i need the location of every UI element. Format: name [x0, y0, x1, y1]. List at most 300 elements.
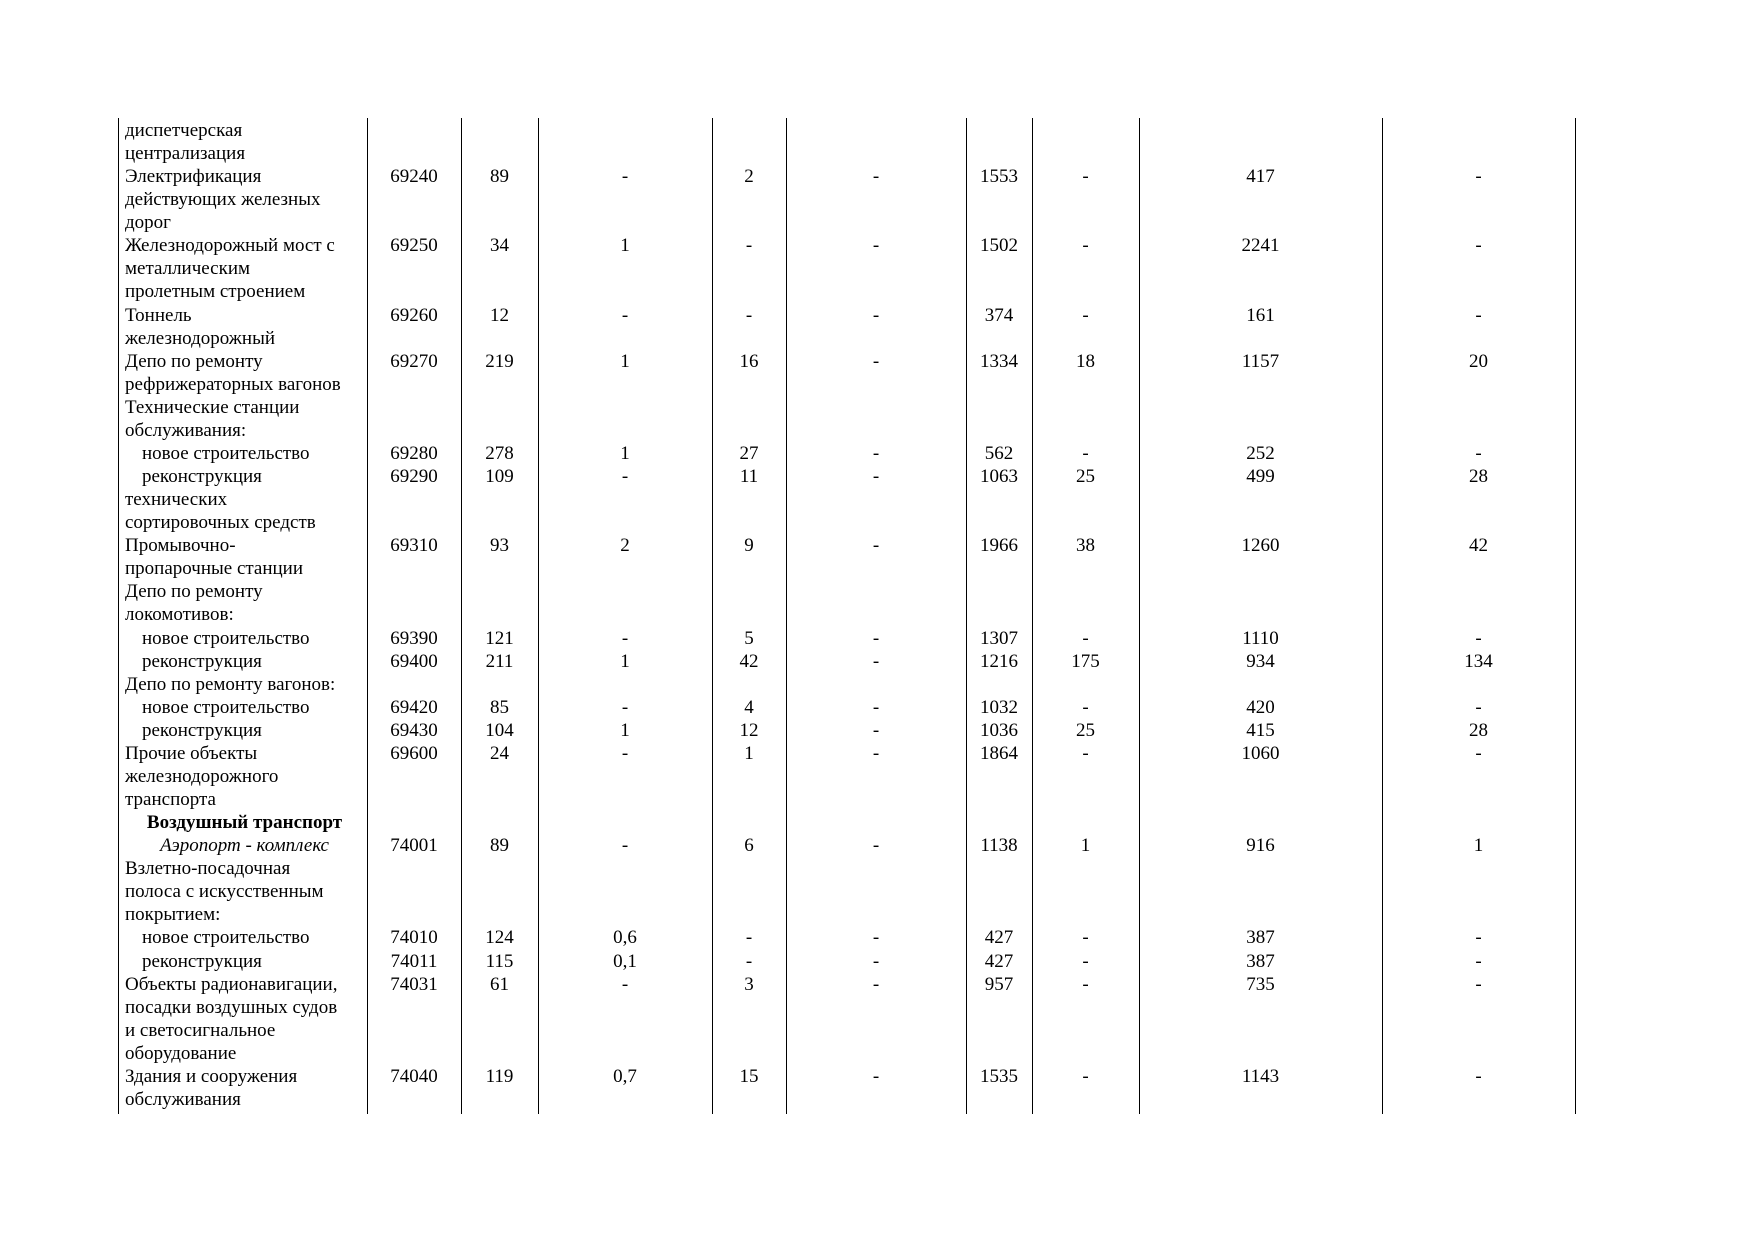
count-value [461, 1088, 538, 1111]
object-name-cell: Прочие объекты [125, 742, 258, 764]
col6-value: 427 [984, 927, 1014, 949]
col5-value: - [872, 350, 880, 372]
object-name-cell: Тоннель [125, 304, 192, 326]
count-value [461, 788, 538, 811]
object-name-cell: покрытием: [125, 904, 221, 926]
object-name-cell: технических [125, 489, 228, 511]
col7-value: 25 [1076, 719, 1095, 741]
col9-value: - [1475, 1065, 1482, 1087]
col5-value: - [872, 973, 880, 995]
object-name-cell: Промывочно- [125, 535, 236, 557]
col3-value [538, 603, 712, 626]
table-row [0, 511, 1755, 534]
col7-value [1032, 880, 1139, 903]
col3-value [538, 488, 712, 511]
table-row [0, 1065, 1755, 1088]
code-cell: 69240 [390, 166, 438, 188]
col4-value: 6 [744, 835, 754, 857]
table-row [0, 119, 1755, 142]
col4-value: 42 [739, 650, 759, 672]
col9-value [1382, 765, 1575, 788]
col3-value: 0,7 [613, 1065, 637, 1087]
table-row [0, 373, 1755, 396]
object-name-cell: металлическим [125, 258, 251, 280]
count-value [461, 211, 538, 234]
col3-value: - [621, 304, 629, 326]
code-cell [367, 373, 461, 396]
col3-value: - [621, 835, 629, 857]
col7-value: - [1082, 442, 1089, 464]
col4-value [712, 1019, 786, 1042]
col3-value [538, 857, 712, 880]
col3-value: 2 [620, 535, 630, 557]
code-cell [367, 188, 461, 211]
col3-value [538, 142, 712, 165]
col6-value: 1032 [980, 696, 1018, 718]
code-cell [367, 419, 461, 442]
object-name-cell: новое строительство [142, 696, 310, 718]
count-value: 119 [485, 1065, 514, 1087]
col6-value [966, 903, 1032, 926]
code-cell [367, 511, 461, 534]
table-row [0, 1042, 1755, 1065]
table-row [0, 165, 1755, 188]
col6-value: 1036 [980, 719, 1018, 741]
col6-value [966, 1042, 1032, 1065]
code-cell [367, 673, 461, 696]
col5-value [786, 327, 966, 350]
col4-value: - [745, 950, 753, 972]
col4-value: - [745, 235, 753, 257]
col8-value [1139, 880, 1382, 903]
col3-value: - [621, 627, 629, 649]
col8-value [1139, 603, 1382, 626]
object-name-cell: транспорта [125, 789, 216, 811]
col9-value [1382, 119, 1575, 142]
table-row [0, 627, 1755, 650]
col6-value [966, 419, 1032, 442]
col6-value [966, 488, 1032, 511]
col3-value [538, 1042, 712, 1065]
col3-value [538, 188, 712, 211]
code-cell [367, 557, 461, 580]
table-row [0, 534, 1755, 557]
count-value [461, 673, 538, 696]
count-value: 93 [490, 535, 509, 557]
col9-value: - [1475, 927, 1482, 949]
code-cell [367, 257, 461, 280]
col5-value: - [872, 166, 880, 188]
col3-value: 1 [620, 719, 630, 741]
count-value [461, 396, 538, 419]
code-cell [367, 903, 461, 926]
col7-value [1032, 765, 1139, 788]
col6-value: 1553 [980, 166, 1018, 188]
col8-value [1139, 996, 1382, 1019]
count-value [461, 603, 538, 626]
col5-value [786, 811, 966, 834]
col6-value [966, 188, 1032, 211]
col8-value [1139, 488, 1382, 511]
table-row [0, 419, 1755, 442]
count-value [461, 419, 538, 442]
col8-value: 916 [1246, 835, 1275, 857]
count-value [461, 1042, 538, 1065]
col9-value [1382, 880, 1575, 903]
count-value: 89 [490, 166, 509, 188]
col7-value [1032, 811, 1139, 834]
col4-value [712, 788, 786, 811]
col9-value: - [1475, 442, 1482, 464]
col7-value [1032, 673, 1139, 696]
col8-value [1139, 373, 1382, 396]
col6-value [966, 211, 1032, 234]
col3-value: 0,6 [613, 927, 637, 949]
col8-value [1139, 511, 1382, 534]
col7-value [1032, 257, 1139, 280]
col9-value [1382, 557, 1575, 580]
col7-value [1032, 1042, 1139, 1065]
col8-value [1139, 211, 1382, 234]
col8-value [1139, 811, 1382, 834]
col5-value: - [872, 696, 880, 718]
col7-value [1032, 788, 1139, 811]
code-cell: 69430 [390, 719, 438, 741]
code-cell: 74011 [390, 950, 438, 972]
col6-value [966, 857, 1032, 880]
col8-value: 1143 [1241, 1065, 1280, 1087]
col9-value [1382, 419, 1575, 442]
col7-value [1032, 119, 1139, 142]
col8-value: 1060 [1241, 742, 1280, 764]
col9-value: - [1475, 950, 1482, 972]
col7-value: - [1082, 742, 1089, 764]
col9-value [1382, 673, 1575, 696]
col8-value: 1260 [1241, 535, 1280, 557]
col8-value [1139, 1042, 1382, 1065]
col8-value: 415 [1246, 719, 1275, 741]
col4-value [712, 511, 786, 534]
col3-value [538, 211, 712, 234]
object-name-cell: Железнодорожный мост с [125, 235, 335, 257]
col8-value [1139, 857, 1382, 880]
col8-value [1139, 788, 1382, 811]
col5-value [786, 373, 966, 396]
col4-value: 1 [744, 742, 754, 764]
table-row [0, 973, 1755, 996]
table-row [0, 673, 1755, 696]
col7-value [1032, 142, 1139, 165]
col6-value: 1138 [980, 835, 1018, 857]
code-cell [367, 142, 461, 165]
col5-value: - [872, 235, 880, 257]
col7-value: 38 [1076, 535, 1095, 557]
col7-value [1032, 1088, 1139, 1111]
table-row [0, 350, 1755, 373]
col9-value: - [1475, 627, 1482, 649]
col7-value [1032, 396, 1139, 419]
object-name-cell: обслуживания [125, 1088, 241, 1110]
col8-value [1139, 765, 1382, 788]
count-value [461, 142, 538, 165]
col3-value [538, 511, 712, 534]
table-row [0, 442, 1755, 465]
col4-value: 9 [744, 535, 754, 557]
col7-value [1032, 488, 1139, 511]
col6-value: 374 [984, 304, 1014, 326]
col6-value: 1966 [980, 535, 1018, 557]
code-cell: 69600 [390, 742, 438, 764]
count-value [461, 488, 538, 511]
col7-value: - [1082, 304, 1089, 326]
col8-value: 934 [1246, 650, 1275, 672]
col5-value: - [872, 466, 880, 488]
count-value: 211 [485, 650, 514, 672]
col9-value [1382, 603, 1575, 626]
col6-value: 1063 [980, 466, 1018, 488]
count-value [461, 811, 538, 834]
table-row [0, 327, 1755, 350]
col5-value [786, 1019, 966, 1042]
col7-value: - [1082, 696, 1089, 718]
code-cell [367, 996, 461, 1019]
code-cell [367, 1088, 461, 1111]
col4-value [712, 373, 786, 396]
count-value: 104 [485, 719, 514, 741]
col7-value: - [1082, 235, 1089, 257]
object-name-cell: оборудование [125, 1042, 237, 1064]
col3-value: - [621, 166, 629, 188]
code-cell [367, 788, 461, 811]
col8-value [1139, 1088, 1382, 1111]
count-value [461, 188, 538, 211]
col8-value [1139, 903, 1382, 926]
object-name-cell: новое строительство [142, 927, 310, 949]
col6-value [966, 765, 1032, 788]
count-value: 89 [490, 835, 509, 857]
code-cell [367, 811, 461, 834]
col9-value: - [1475, 235, 1482, 257]
col6-value: 1216 [980, 650, 1018, 672]
table-row [0, 880, 1755, 903]
col9-value [1382, 788, 1575, 811]
code-cell: 69390 [390, 627, 438, 649]
col9-value [1382, 373, 1575, 396]
col8-value [1139, 673, 1382, 696]
object-name-cell: Взлетно-посадочная [125, 858, 291, 880]
table-row [0, 304, 1755, 327]
object-name-cell: новое строительство [142, 627, 310, 649]
table-row [0, 1019, 1755, 1042]
col7-value: - [1082, 627, 1089, 649]
table-row [0, 696, 1755, 719]
object-name-cell: действующих железных [125, 189, 321, 211]
count-value: 219 [485, 350, 514, 372]
col6-value [966, 1019, 1032, 1042]
table-row [0, 650, 1755, 673]
col8-value: 387 [1246, 950, 1275, 972]
col9-value: 28 [1469, 466, 1488, 488]
col6-value: 1307 [980, 627, 1018, 649]
col9-value [1382, 857, 1575, 880]
col9-value [1382, 996, 1575, 1019]
col4-value: 2 [744, 166, 754, 188]
col5-value [786, 880, 966, 903]
col5-value [786, 188, 966, 211]
count-value [461, 996, 538, 1019]
code-cell: 69420 [390, 696, 438, 718]
count-value: 278 [485, 442, 514, 464]
code-cell [367, 857, 461, 880]
object-name-cell: Электрификация [125, 166, 262, 188]
object-name-cell: реконструкция [142, 650, 262, 672]
code-cell [367, 580, 461, 603]
col8-value: 1110 [1242, 627, 1279, 649]
col7-value [1032, 211, 1139, 234]
object-name-cell: Технические станции [125, 396, 300, 418]
object-name-cell: обслуживания: [125, 419, 247, 441]
col5-value: - [872, 650, 880, 672]
code-cell: 74001 [390, 835, 438, 857]
col3-value: 1 [620, 442, 630, 464]
col6-value [966, 880, 1032, 903]
col7-value: - [1082, 166, 1089, 188]
col8-value: 417 [1246, 166, 1275, 188]
col8-value: 252 [1246, 442, 1275, 464]
col7-value [1032, 903, 1139, 926]
object-name-cell: сортировочных средств [125, 512, 316, 534]
col3-value [538, 580, 712, 603]
col9-value [1382, 1088, 1575, 1111]
table-row [0, 996, 1755, 1019]
col3-value [538, 280, 712, 303]
col8-value [1139, 119, 1382, 142]
count-value [461, 373, 538, 396]
col4-value [712, 327, 786, 350]
table-row [0, 857, 1755, 880]
col8-value [1139, 396, 1382, 419]
col5-value [786, 142, 966, 165]
col5-value: - [872, 950, 880, 972]
col9-value [1382, 188, 1575, 211]
col3-value: 1 [620, 350, 630, 372]
col4-value [712, 488, 786, 511]
col5-value [786, 580, 966, 603]
col6-value [966, 580, 1032, 603]
col9-value: - [1475, 166, 1482, 188]
table-row [0, 188, 1755, 211]
col6-value [966, 257, 1032, 280]
col8-value [1139, 142, 1382, 165]
col8-value [1139, 580, 1382, 603]
col8-value [1139, 280, 1382, 303]
col8-value: 1157 [1241, 350, 1280, 372]
table-row [0, 211, 1755, 234]
col7-value [1032, 603, 1139, 626]
col6-value: 562 [984, 442, 1014, 464]
col9-value [1382, 396, 1575, 419]
col9-value [1382, 1019, 1575, 1042]
object-name-cell: реконструкция [142, 466, 262, 488]
col3-value [538, 765, 712, 788]
code-cell [367, 1019, 461, 1042]
col3-value [538, 327, 712, 350]
count-value: 124 [485, 927, 514, 949]
col3-value [538, 673, 712, 696]
col4-value [712, 211, 786, 234]
col6-value [966, 788, 1032, 811]
col6-value [966, 142, 1032, 165]
count-value: 12 [490, 304, 509, 326]
col9-value: - [1475, 696, 1482, 718]
col7-value [1032, 373, 1139, 396]
count-value: 109 [485, 466, 514, 488]
col3-value: 0,1 [613, 950, 637, 972]
col9-value [1382, 811, 1575, 834]
col5-value [786, 1088, 966, 1111]
table-row [0, 142, 1755, 165]
col3-value [538, 1088, 712, 1111]
table-row [0, 280, 1755, 303]
code-cell: 74040 [390, 1065, 438, 1087]
col5-value: - [872, 927, 880, 949]
col9-value [1382, 142, 1575, 165]
col4-value [712, 188, 786, 211]
col3-value: - [621, 742, 629, 764]
col7-value: - [1082, 973, 1089, 995]
count-value: 85 [490, 696, 509, 718]
table-row [0, 950, 1755, 973]
col6-value [966, 511, 1032, 534]
col8-value [1139, 257, 1382, 280]
code-cell [367, 765, 461, 788]
count-value [461, 580, 538, 603]
col4-value [712, 903, 786, 926]
col5-value [786, 857, 966, 880]
col6-value [966, 396, 1032, 419]
count-value [461, 903, 538, 926]
col9-value: 134 [1464, 650, 1493, 672]
col4-value [712, 1088, 786, 1111]
object-name-cell: локомотивов: [125, 604, 234, 626]
col4-value [712, 280, 786, 303]
col9-value [1382, 511, 1575, 534]
col5-value: - [872, 304, 880, 326]
code-cell [367, 1042, 461, 1065]
col3-value: 1 [620, 235, 630, 257]
col8-value: 2241 [1241, 235, 1280, 257]
col8-value: 499 [1246, 466, 1275, 488]
count-value [461, 880, 538, 903]
col4-value [712, 557, 786, 580]
col5-value [786, 788, 966, 811]
table-row [0, 488, 1755, 511]
col6-value [966, 603, 1032, 626]
col4-value [712, 1042, 786, 1065]
col5-value: - [872, 835, 880, 857]
col6-value [966, 557, 1032, 580]
object-name-cell: Депо по ремонту [125, 350, 263, 372]
col6-value: 1334 [980, 350, 1018, 372]
count-value [461, 119, 538, 142]
col5-value [786, 996, 966, 1019]
col6-value: 427 [984, 950, 1014, 972]
code-cell [367, 211, 461, 234]
table-row [0, 257, 1755, 280]
table-row [0, 580, 1755, 603]
col4-value: - [745, 304, 753, 326]
col4-value: 15 [739, 1065, 759, 1087]
